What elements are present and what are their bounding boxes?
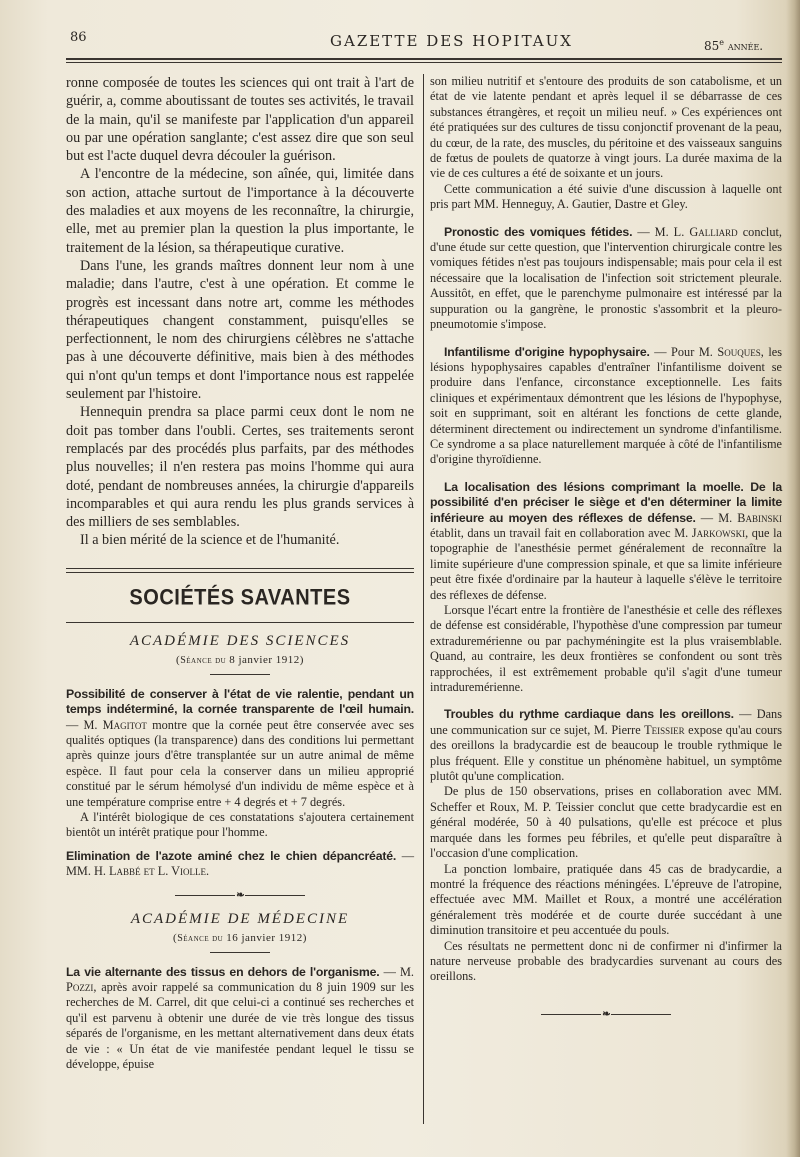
- running-header: [0, 0, 800, 70]
- article-title: La localisation des lésions comprimant la moelle. De la possibilité d'en préciser le siège et d'en déterminer la limite inférieure au moyen des réflexes de défense.: [430, 479, 782, 525]
- article-title: Elimination de l'azote aminé chez le chien dépancréaté.: [66, 848, 397, 863]
- journal-year: 85e année.: [704, 38, 764, 53]
- paragraph: Hennequin prendra sa place parmi ceux dont le nom ne doit pas tomber dans l'oubli. Certes, ses traitements seront remplacés par des procédés plus parfaits, par des méthodes plus nouvelles; il n'en restera pas moins l'homme qui aura doté, pendant de nombreuses années, la chirurgie d'appareils incomparables et qui aura rendu les plus grands services à des milliers de ses semblables.: [66, 404, 414, 531]
- article: Infantilisme d'origine hypophysaire. — Pour M. Souques, les lésions hypophysaires capables d'entraîner l'infantilisme doivent se produire dans l'enfance, circonstance exceptionnelle. Les faits cliniques et expérimentaux démontrent que les lésions de l'hypophyse, soit en supprimant, soit en altérant les fonctions de cette glande, déterminent directement ou indirectement un syndrome d'infantilisme. Ce syndrome a sa place naturellement marquée à côté de l'infantilisme d'origine thyroïdienne.: [430, 344, 782, 467]
- paragraph: La ponction lombaire, pratiquée dans 45 cas de bradycardie, a montré la fréquence des réactions méningées. L'épreuve de l'atropine, effectuée avec MM. Maillet et Roux, a montré une accélération généralement très modérée et de courte durée succédant à une diminution transitoire et peu accentuée du pouls.: [430, 861, 782, 938]
- article: La vie alternante des tissus en dehors de l'organisme. — M. Pozzi, après avoir rappelé sa communication du 8 juin 1909 sur les recherches de M. Carrel, dit que celui-ci a continué ses recherches et qu'il est parvenu à obtenir une durée de vie très longue des tissus séparés de l'organisme, en les mettant alternativement dans deux états de vie : « Un état de vie manifestée pendant lequel le tissu se développe, épuise: [66, 964, 414, 1072]
- short-rule: [210, 952, 270, 953]
- academy-title: ACADÉMIE DES SCIENCES: [129, 632, 351, 649]
- journal-title: GAZETTE DES HOPITAUX: [330, 32, 573, 50]
- article: Elimination de l'azote aminé chez le chien dépancréaté. — MM. H. Labbé et L. Violle.: [66, 848, 414, 879]
- paragraph: Ces résultats ne permettent donc ni de confirmer ni d'infirmer la nature nerveuse probable des bradycardies survenant au cours des oreillons.: [430, 938, 782, 984]
- article: La localisation des lésions comprimant la moelle. De la possibilité d'en préciser le siège et d'en déterminer la limite inférieure au moyen des réflexes de défense. — M. Babinski établit, dans un travail fait en collaboration avec M. Jarkowski, que la topographie de l'anesthésie permet généralement de reconnaître la limite supérieure d'une compression spinale, et que sa limite inférieure peut être fixée d'ordinaire par la hauteur à laquelle s'élève le territoire des réflexes de défense.: [430, 479, 782, 602]
- paragraph: Il a bien mérité de la science et de l'humanité.: [80, 532, 340, 549]
- section-title: SOCIÉTÉS SAVANTES: [129, 585, 351, 610]
- session-date: (Séance du 16 janvier 1912): [173, 931, 307, 944]
- article-title: Troubles du rythme cardiaque dans les oreillons.: [444, 707, 734, 722]
- paragraph: A l'encontre de la médecine, son aînée, qui, limitée dans son action, attache surtout de l'importance à la découverte des maladies et aux moyens de les reconnaître, la chirurgie, elle, met au premier plan la question la plus importante, le traitement de la lésion, sa thérapeutique curative.: [66, 166, 414, 256]
- article-title: La vie alternante des tissus en dehors de l'organisme.: [66, 964, 380, 979]
- ornament-divider: ❧: [430, 1009, 782, 1020]
- paragraph: son milieu nutritif et s'entoure des produits de son catabolisme, et un état de vie latente pendant et après lequel il se débarrasse de ces substances étrangères, et reçoit un milieu neuf. » Ces expériences ont été pratiquées sur des cultures de tissu conjonctif provenant de la peau, du cœur, de la rate, des muscles, du péritoine et des vaisseaux sanguins de fœtus de poulets de quatorze à vingt jours. La durée maxima de la vie de ces cultures a été de soixante et un jours.: [430, 74, 782, 181]
- article: Possibilité de conserver à l'état de vie ralentie, pendant un temps indéterminé, la cornée transparente de l'œil humain. — M. Magitot montre que la cornée peut être conservée avec ses qualités optiques (la transparence) dans des conditions lui permettant après quinze jours d'être transplantée sur un autre animal de même espèce. Il faut pour cela la conserver dans un milieu approprié constitué par le sérum hémolysé d'un individu de même espèce et à une température comprise entre + 4 degrés et + 7 degrés.: [66, 686, 414, 809]
- section-rule: [66, 622, 414, 623]
- section-rule: [66, 568, 414, 573]
- article-title: Possibilité de conserver à l'état de vie ralentie, pendant un temps indéterminé, la cornée transparente de l'œil humain.: [66, 686, 414, 717]
- article: Troubles du rythme cardiaque dans les oreillons. — Dans une communication sur ce sujet, M. Pierre Teissier expose qu'au cours des oreillons la bradycardie est de beaucoup le trouble rythmique le plus fréquent. Elle y constitue un phénomène habituel, un symptôme plutôt qu'une complication.: [430, 707, 783, 784]
- header-rule-2: [66, 62, 782, 63]
- session-date: (Séance du 8 janvier 1912): [176, 653, 304, 666]
- column-divider: [423, 74, 424, 1124]
- paragraph: A l'intérêt biologique de ces constatations s'ajoutera certainement bientôt un intérêt pratique pour l'homme.: [66, 809, 414, 840]
- binding-shadow: [786, 0, 800, 1157]
- ornament-divider: ❧: [66, 890, 414, 901]
- paragraph: De plus de 150 observations, prises en collaboration avec MM. Scheffer et Roux, M. P. Teissier conclut que cette bradycardie est en général modérée, 50 à 40 pulsations, qu'elle est précoce et plus marquée dans les formes peu fébriles, et qu'elle peut disparaître à l'occasion d'une complication.: [430, 784, 782, 861]
- right-column: [430, 74, 782, 1026]
- paragraph: Dans l'une, les grands maîtres donnent leur nom à une maladie; dans l'autre, c'est à une opération. Et comme le progrès est incessant dans notre art, comme les méthodes thérapeutiques changent constamment, puisqu'elles se perfectionnent, le nom des chirurgiens célèbres ne s'attache pas à une découverte définitive, mais bien à des méthodes qui n'ont qu'un temps et dont l'importance nous est rappelée seulement par l'histoire.: [66, 257, 414, 403]
- article-title: Pronostic des vomiques fétides.: [444, 224, 633, 239]
- left-column: [66, 74, 414, 1072]
- page-number: 86: [70, 30, 87, 45]
- short-rule: [210, 674, 270, 675]
- header-rule-1: [66, 58, 782, 60]
- paragraph: Lorsque l'écart entre la frontière de l'anesthésie et celle des réflexes de défense est considérable, l'hypothèse d'une compression par tumeur extraduremérienne ou par pachyméningite est la plus vraisemblable. Quand, au contraire, les deux frontières se confondent ou sont très rapprochées, il est extrêmement probable qu'il s'agit d'une tumeur intraduremérienne.: [430, 603, 782, 695]
- academy-title: ACADÉMIE DE MÉDECINE: [130, 910, 350, 927]
- article-title: Infantilisme d'origine hypophysaire.: [444, 344, 650, 359]
- paragraph: ronne composée de toutes les sciences qui ont trait à l'art de guérir, a, comme aboutissant de toutes ses activités, le travail de la main, qu'il se manifeste par l'application d'un appareil ou par une opération sanglante; c'est assez dire que son seul but est l'acte duquel devra découler la guérison.: [66, 75, 414, 165]
- article: Pronostic des vomiques fétides. — M. L. Galliard conclut, d'une étude sur cette question, que l'intervention chirurgicale contre les vomiques fétides n'est pas toujours indispensable; mais pour cela il est nécessaire que la localisation de l'infection soit strictement pleurale. Aussitôt, en effet, que le parenchyme pulmonaire est intéressé par la suppuration ou la gangrène, le pronostic s'assombrit et la pleuro-pneumotomie s'impose.: [430, 224, 782, 332]
- paragraph: Cette communication a été suivie d'une discussion à laquelle ont pris part MM. Henneguy, A. Gautier, Dastre et Gley.: [430, 181, 782, 212]
